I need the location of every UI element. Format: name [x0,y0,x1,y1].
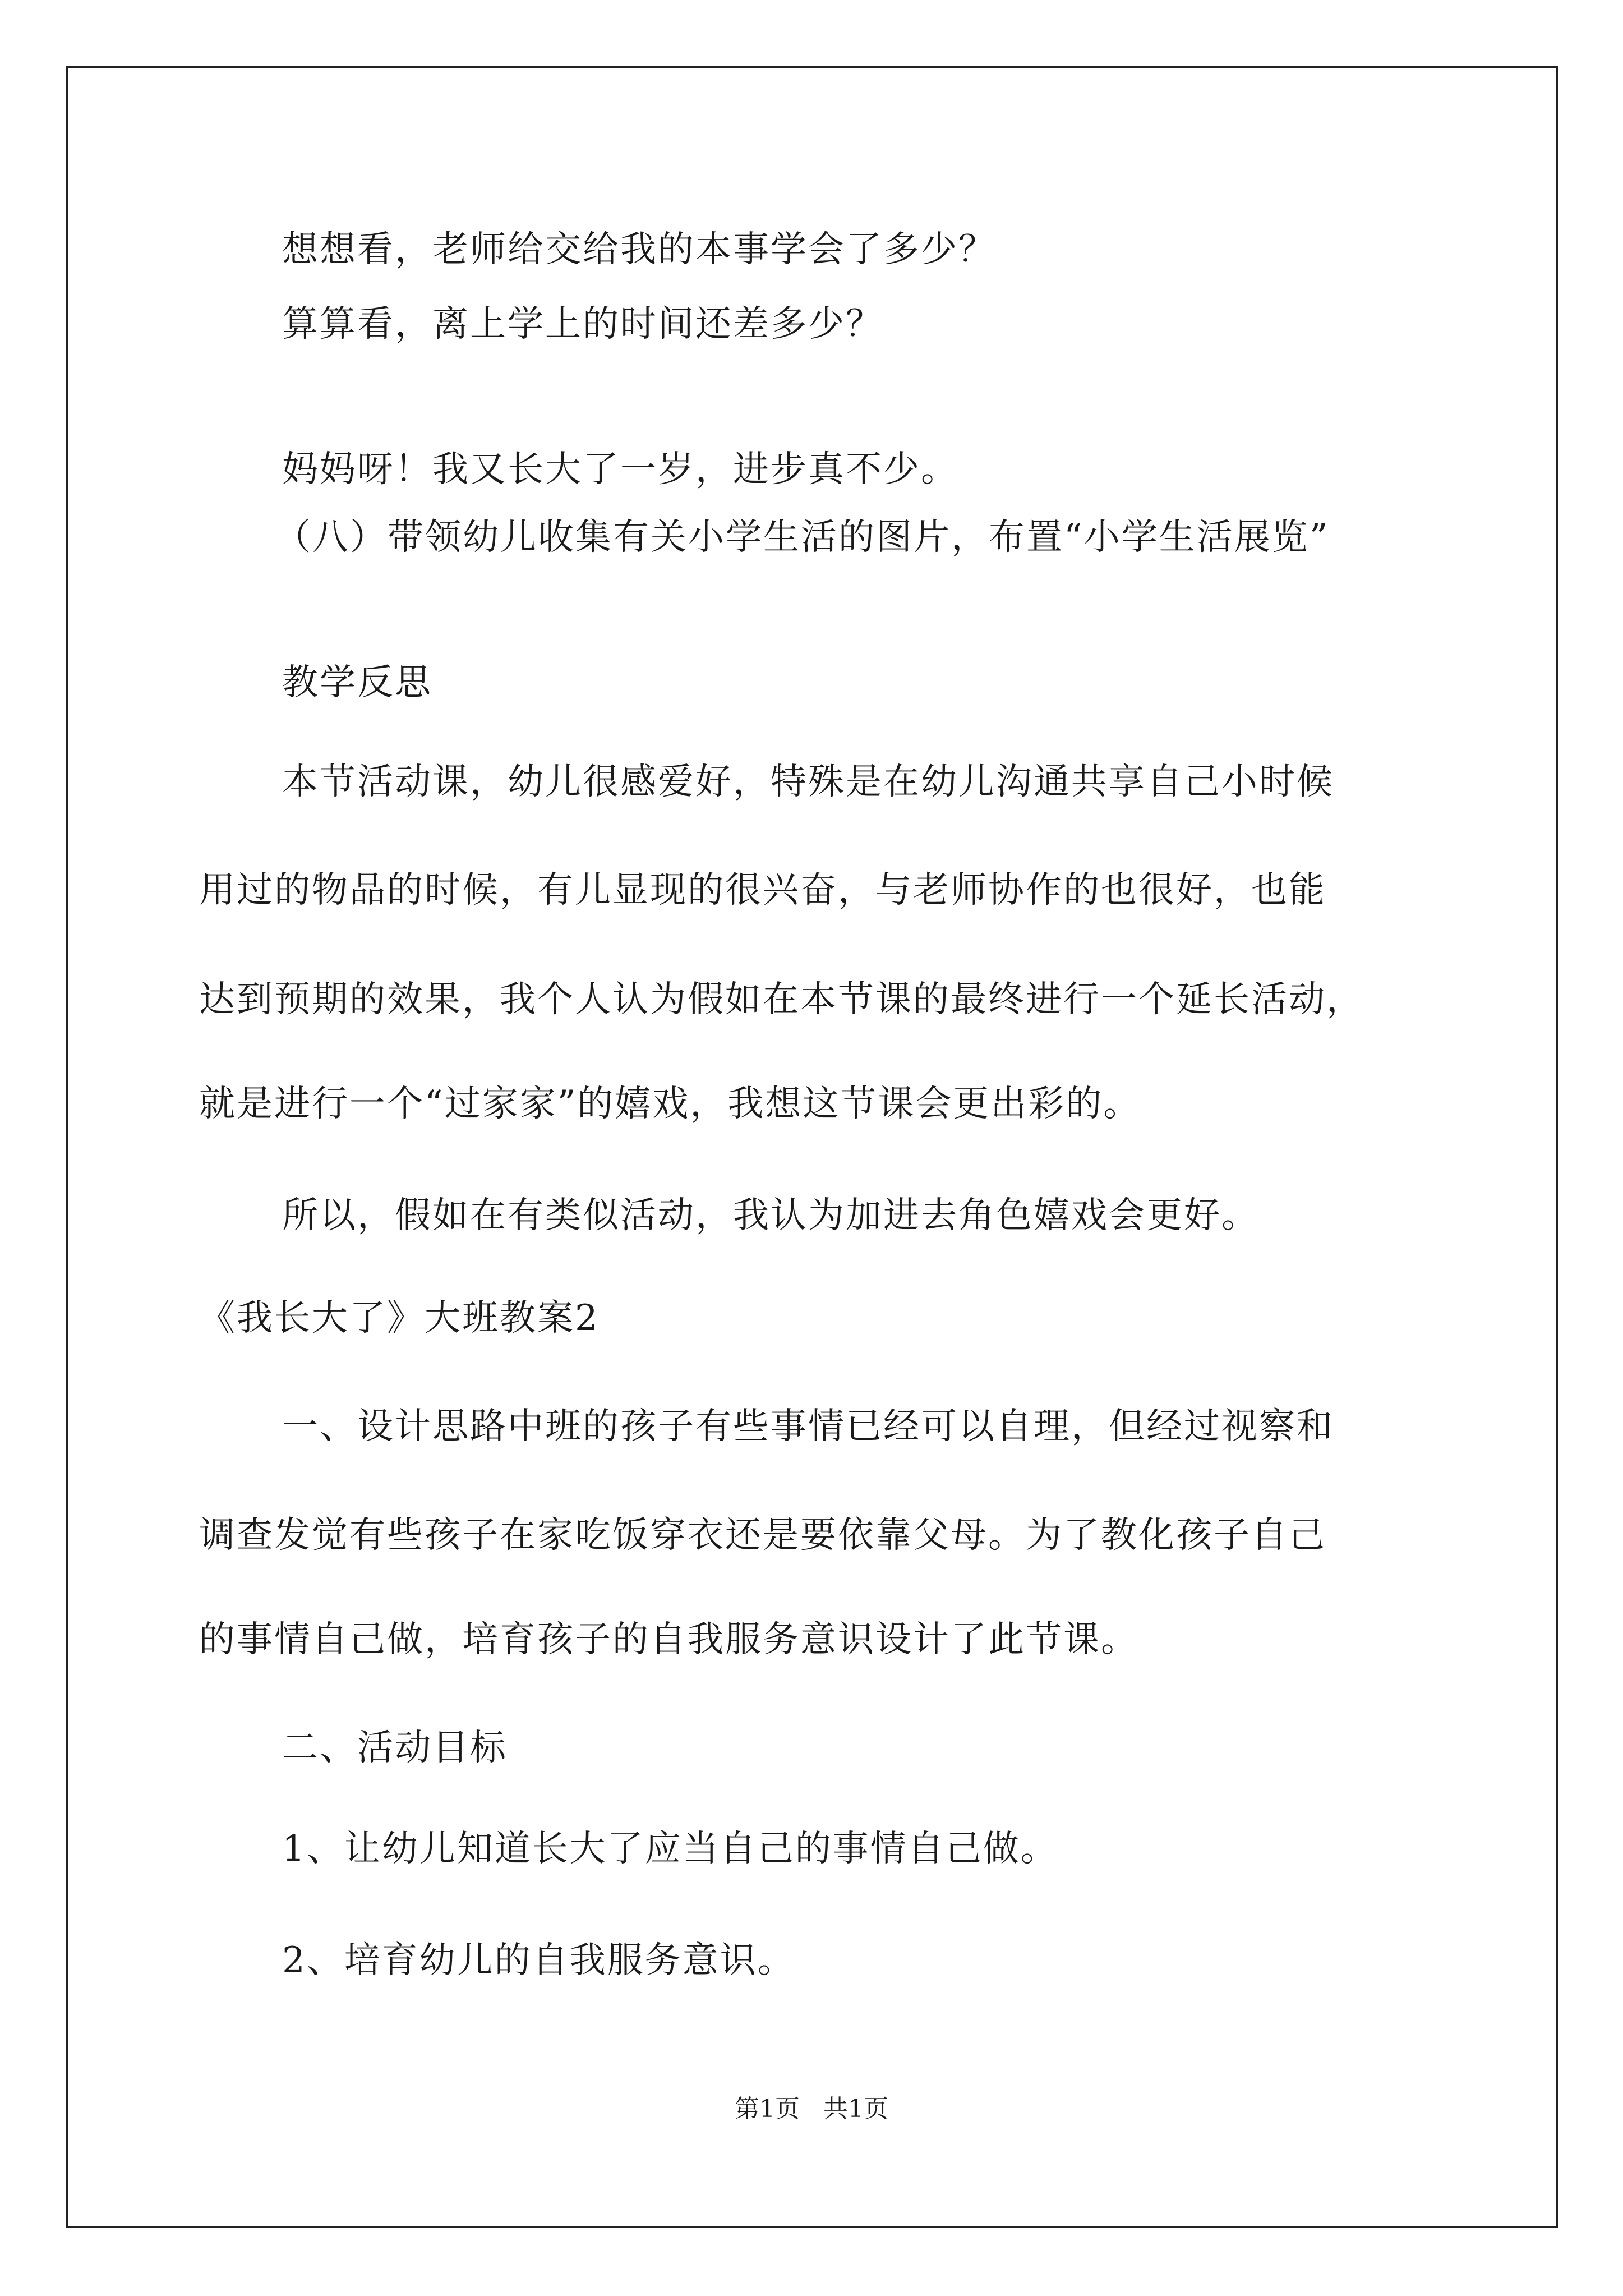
section-heading: 教学反思 [282,662,432,703]
body-line: 一、设计思路中班的孩子有些事情已经可以自理，但经过视察和 [282,1406,1334,1447]
body-line: 妈妈呀！我又长大了一岁，进步真不少。 [282,449,958,490]
document-title: 《我长大了》大班教案2 [199,1297,600,1339]
section-heading: 二、活动目标 [282,1727,508,1769]
body-line: 的事情自己做，培育孩子的自我服务意识设计了此节课。 [199,1619,1138,1660]
body-line: 调查发觉有些孩子在家吃饭穿衣还是要依靠父母。为了教化孩子自己 [199,1515,1326,1556]
body-line: 用过的物品的时候，有儿显现的很兴奋，与老师协作的也很好，也能 [199,869,1326,911]
list-item: 2、培育幼儿的自我服务意识。 [282,1940,795,1981]
body-line: 达到预期的效果，我个人认为假如在本节课的最终进行一个延长活动， [199,979,1364,1020]
body-line: 本节活动课，幼儿很感爱好，特殊是在幼儿沟通共享自己小时候 [282,761,1334,803]
body-line: 所以，假如在有类似活动，我认为加进去角色嬉戏会更好。 [282,1195,1259,1236]
list-item: 1、让幼儿知道长大了应当自己的事情自己做。 [282,1828,1058,1870]
body-line: 算算看，离上学上的时间还差多少？ [282,303,883,345]
body-line: （八）带领幼儿收集有关小学生活的图片，布置“小学生活展览” [275,517,1330,558]
page-footer: 第1页 共1页 [735,2095,888,2123]
body-line: 想想看，老师给交给我的本事学会了多少？ [282,229,996,270]
body-line: 就是进行一个“过家家”的嬉戏，我想这节课会更出彩的。 [199,1083,1141,1125]
page-border [66,66,1558,2228]
